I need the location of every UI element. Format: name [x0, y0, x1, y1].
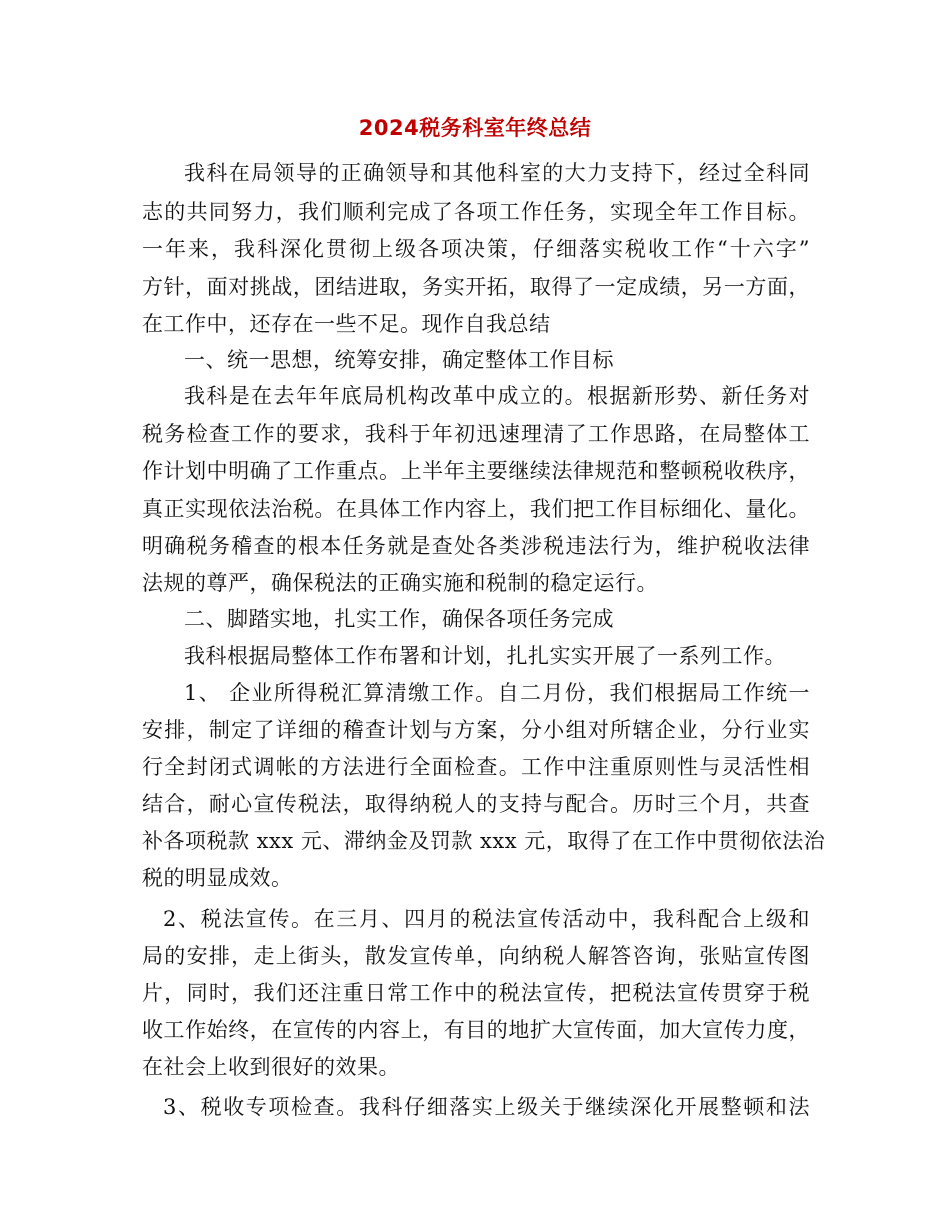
- section-heading: 一、统一思想，统筹安排，确定整体工作目标: [184, 348, 614, 372]
- paragraph-line: 作计划中明确了工作重点。上半年主要继续法律规范和整顿税收秩序，: [142, 459, 810, 483]
- paragraph-line: 真正实现依法治税。在具体工作内容上，我们把工作目标细化、量化。: [142, 497, 810, 521]
- paragraph-line: 税务检查工作的要求，我科于年初迅速理清了工作思路，在局整体工: [142, 422, 810, 446]
- paragraph-line: 补各项税款 xxx 元、滞纳金及罚款 xxx 元，取得了在工作中贯彻依法治: [142, 829, 826, 853]
- paragraph-line: 税的明显成效。: [142, 866, 293, 890]
- paragraph-line: 明确税务稽查的根本任务就是查处各类涉税违法行为，维护税收法律: [142, 534, 810, 558]
- paragraph-line: 3、税收专项检查。我科仔细落实上级关于继续深化开展整顿和法: [163, 1095, 810, 1119]
- section-heading: 二、脚踏实地，扎实工作，确保各项任务完成: [184, 607, 614, 631]
- document-title: 2024税务科室年终总结: [358, 116, 592, 140]
- paragraph-line: 我科在局领导的正确领导和其他科室的大力支持下，经过全科同: [184, 161, 810, 185]
- paragraph-line: 志的共同努力，我们顺利完成了各项工作任务，实现全年工作目标。: [142, 200, 810, 224]
- paragraph-line: 安排，制定了详细的稽查计划与方案，分小组对所辖企业，分行业实: [142, 718, 810, 742]
- paragraph-line: 方针，面对挑战，团结进取，务实开拓，取得了一定成绩，另一方面，: [142, 275, 810, 299]
- paragraph-line: 在工作中，还存在一些不足。现作自我总结: [142, 312, 551, 336]
- paragraph-line: 在社会上收到很好的效果。: [142, 1055, 400, 1079]
- paragraph-line: 局的安排，走上街头，散发宣传单，向纳税人解答咨询，张贴宣传图: [142, 944, 810, 968]
- paragraph-line: 我科根据局整体工作布署和计划，扎扎实实开展了一系列工作。: [184, 644, 786, 668]
- paragraph-line: 结合，耐心宣传税法，取得纳税人的支持与配合。历时三个月，共查: [142, 792, 810, 816]
- paragraph-line: 我科是在去年年底局机构改革中成立的。根据新形势、新任务对: [184, 384, 810, 408]
- paragraph-line: 2、税法宣传。在三月、四月的税法宣传活动中，我科配合上级和: [163, 907, 810, 931]
- paragraph-line: 行全封闭式调帐的方法进行全面检查。工作中注重原则性与灵活性相: [142, 755, 810, 779]
- paragraph-line: 1、 企业所得税汇算清缴工作。自二月份，我们根据局工作统一: [184, 681, 810, 705]
- paragraph-line: 片，同时，我们还注重日常工作中的税法宣传，把税法宣传贯穿于税: [142, 981, 810, 1005]
- paragraph-line: 一年来，我科深化贯彻上级各项决策，仔细落实税收工作“十六字”: [142, 237, 810, 261]
- paragraph-line: 收工作始终，在宣传的内容上，有目的地扩大宣传面，加大宣传力度，: [142, 1018, 810, 1042]
- paragraph-line: 法规的尊严，确保税法的正确实施和税制的稳定运行。: [142, 571, 658, 595]
